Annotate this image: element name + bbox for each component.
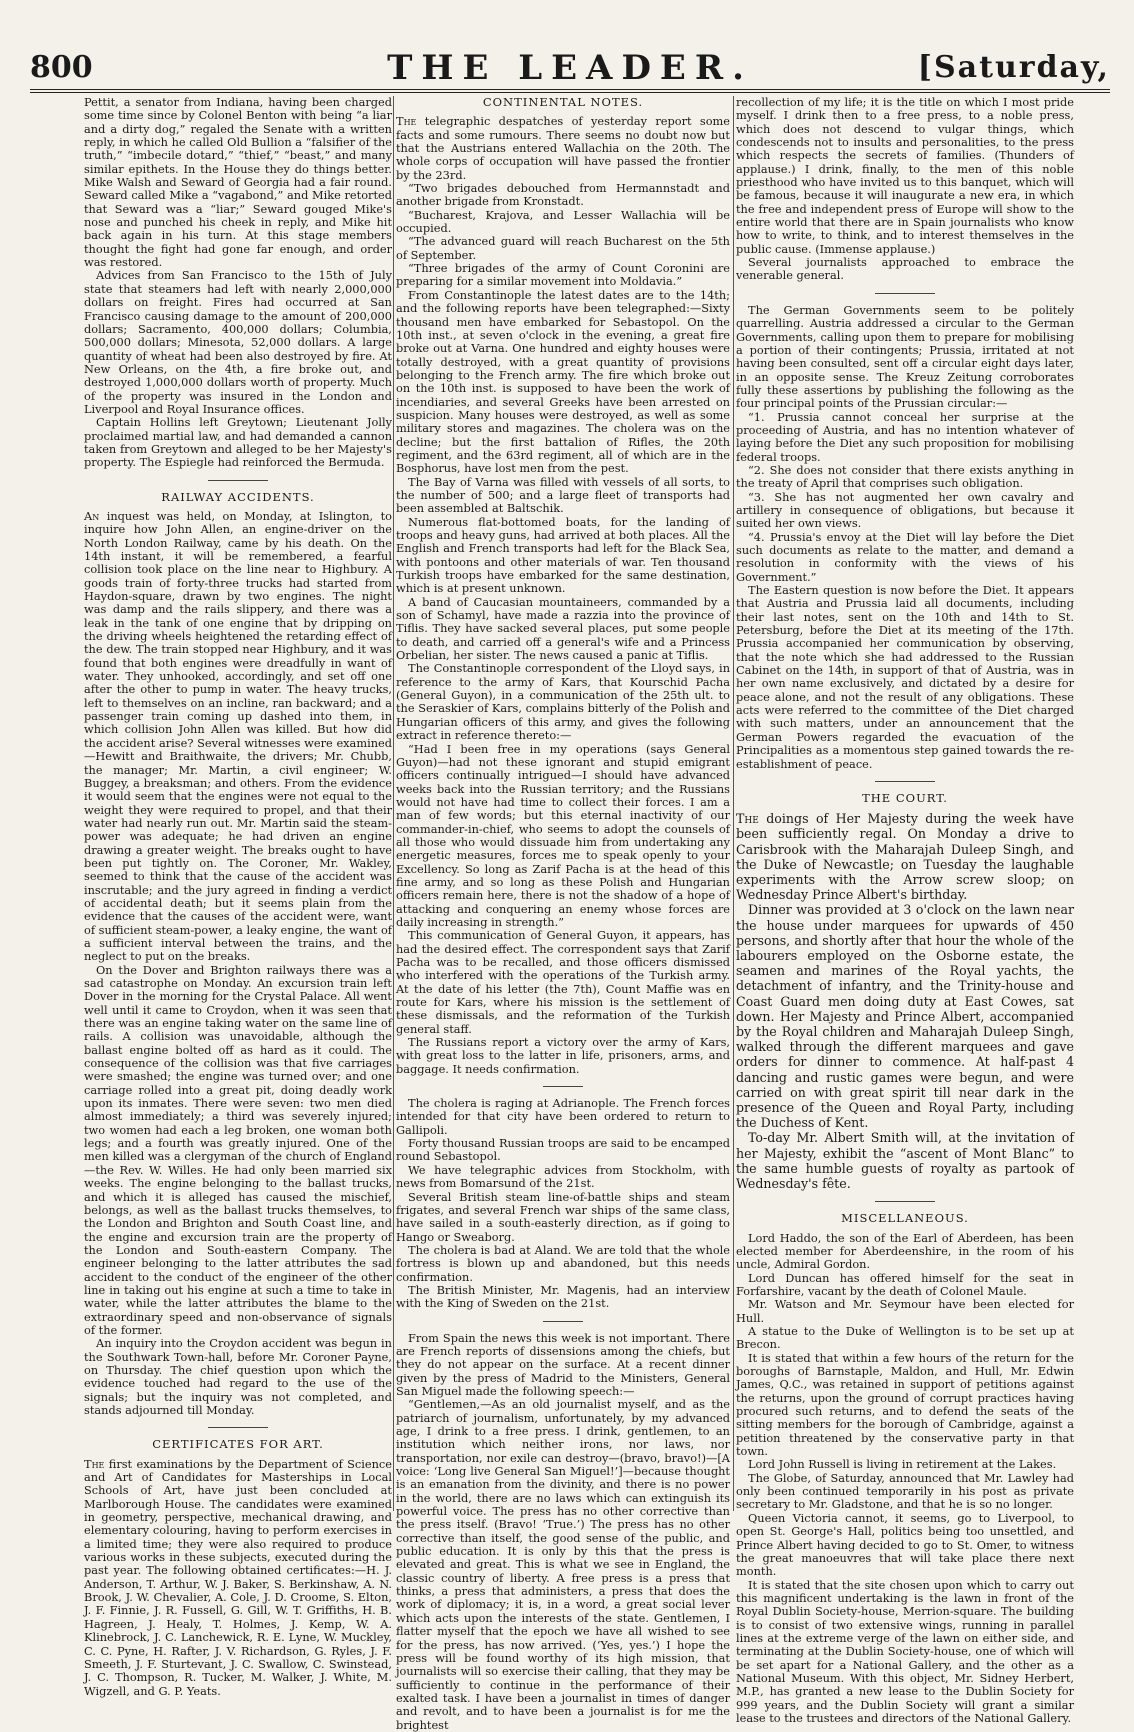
paragraph: “1. Prussia cannot conceal her surprise at the proceeding of Austria, and has no intention whatever of laying before the Diet any such proposition for mobilising federal troops. bbox=[736, 409, 1074, 464]
lead-word: The bbox=[396, 114, 417, 129]
paragraph bbox=[84, 1458, 392, 1698]
paragraph: It is stated that within a few hours of the return for the boroughs of Barnstaple, Maldon, and Hull, Mr. Edwin James, Q.C., was retained in support of petitions against the returns, upon the ground of corrupt practices having procured such returns, and to defend the seats of the sitting members for the borough of Cambridge, against a petition threatened by the conservative party in that town. bbox=[736, 1350, 1074, 1459]
paragraph: From Spain the news this week is not important. There are French reports of dissensions among the chiefs, but they do not appear on the surface. At a recent dinner given by the press of Madrid to the Ministers, General San Miguel made the following speech:— bbox=[396, 1330, 730, 1398]
paragraph: Lord John Russell is living in retirement at the Lakes. bbox=[748, 1457, 1057, 1472]
divider bbox=[543, 1086, 583, 1087]
paragraph: Advices from San Francisco to the 15th of July state that steamers had left with nearly 2,000,000 dollars on freight. Fires had occurred at San Francisco causing damage to the amount of 200,000 dollars; Sacramento, 400,000 dollars; Columbia, 500,000 dollars; Minesota, 52,000 dollars. A large quantity of wheat had been also destroyed by fire. At New Orleans, on the 4th, a fire broke out, and destroyed 1,000,000 dollars worth of property. Much of the property was insured in the London and Liverpool and Royal Insurance offices. bbox=[84, 268, 392, 416]
paragraph: Forty thousand Russian troops are said to be encamped round Sebastopol. bbox=[396, 1136, 730, 1164]
paragraph-text: telegraphic despatches of yesterday report some facts and some rumours. There seems no doubt now but that the Austrians entered Wallachia on the 20th. The whole corps of occupation will have passed the frontier by the 23rd. bbox=[396, 114, 731, 182]
column-1 bbox=[84, 95, 392, 1698]
divider bbox=[543, 1321, 583, 1322]
paragraph: “3. She has not augmented her own cavalry and artillery in consequence of obligations, but because it suited her own views. bbox=[736, 489, 1074, 531]
paragraph: Queen Victoria cannot, it seems, go to Liverpool, to open St. George's Hall, politics being too unsettled, and Prince Albert having decided to go to St. Omer, to witness the great manoeuvres that will take place there next month. bbox=[736, 1510, 1074, 1579]
paragraph: The Eastern question is now before the Diet. It appears that Austria and Prussia laid all documents, including their last notes, sent on the 10th and 14th to St. Petersburg, before the Diet at its meeting of the 17th. Prussia accompanied her communication by observing, that the note which she had addressed to the Russian Cabinet on the 14th, in support of that of Austria, was in her own name exclusively, and dictated by a desire for peace alone, and not the result of any obligations. These acts were referred to the committee of the Diet charged with such matters, under an announcement that the German Powers regarded the evacuation of the Principalities as a momentous step gained towards the re-establishment of peace. bbox=[736, 583, 1074, 771]
paragraph: “2. She does not consider that there exists anything in the treaty of April that comprises such obligation. bbox=[736, 462, 1074, 491]
paragraph: The cholera is raging at Adrianople. The French forces intended for that city have been ordered to return to Gallipoli. bbox=[396, 1096, 730, 1137]
paragraph: On the Dover and Brighton railways there was a sad catastrophe on Monday. An excursion train left Dover in the morning for the Crystal Palace. All went well until it came to Croydon, when it was seen that there was an engine taking water on the same line of rails. A collision was unavoidable, although the ballast engine bolted off as hard as it could. The consequence of the collision was that five carriages were smashed; the engine was turned over; and one carriage rolled into a great pit, doing deadly work upon its inmates. There were seven: two men died almost immediately; a third was severely injured; two women had each a leg broken, one woman both legs; and a fourth was greatly injured. One of the men killed was a clergyman of the church of England—the Rev. W. Willes. He had only been married six weeks. The engine belonging to the ballast trucks, and which it is alleged has caused the mischief, belongs, as well as the ballast trucks themselves, to the London and Brighton and South Coast line, and the engine and excursion train are the property of the London and South-eastern Company. The engineer belonging to the latter attributes the sad accident to the conduct of the engineer of the other line in taking out his engine at such a time to take in water, while the latter attributes the blame to the extraordinary speed and non-observance of signals of the former. bbox=[84, 962, 392, 1337]
paragraph bbox=[396, 115, 730, 182]
paragraph-text: first examinations by the Department of Science and Art of Candidates for Masterships in Local Schools of Art, have just been concluded at Marlborough House. The candidates were examined in geometry, perspective, mechanical drawing, and elementary colouring, having to perform exercises in a limited time; they were also required to produce various works in these subjects, executed during the past year. The following obtained certificates:—H. J. Anderson, T. Arthur, W. J. Baker, S. Berkinshaw, A. N. Brook, J. W. Chevalier, A. Cole, J. D. Croome, S. Elton, J. F. Finnie, J. R. Fussell, G. Gill, W. T. Griffiths, H. B. Hagreen, J. Healy, T. Holmes, J. Kemp, W. A. Klinebrock, J. C. Lanchewick, R. E. Lyne, W. Muckley, C. C. Pyne, H. Rafter, J. V. Richardson, G. Ryles, J. F. Smeeth, J. F. Sturtevant, J. C. Swallow, C. Swinstead, J. C. Thompson, R. Tucker, M. Walker, J. White, M. Wigzell, and G. P. Yeats. bbox=[84, 1456, 392, 1698]
paragraph: Several British steam line-of-battle ships and steam frigates, and several French war ships of the same class, have sailed in a south-easterly direction, as if going to Hango or Sweaborg. bbox=[396, 1189, 730, 1244]
paragraph-text: doings of Her Majesty during the week have been sufficiently regal. On Monday a drive to Carisbrook with the Maharajah Duleep Singh, and the Duke of Newcastle; on Tuesday the laughable experiments with the Arrow screw sloop; on Wednesday Prince Albert's birthday. bbox=[736, 811, 1074, 903]
paragraph: “Three brigades of the army of Count Coronini are preparing for a similar movement into Moldavia.” bbox=[396, 261, 730, 289]
column-divider bbox=[393, 96, 394, 1511]
paragraph: Mr. Watson and Mr. Seymour have been elected for Hull. bbox=[736, 1297, 1074, 1325]
lead-word: The bbox=[84, 1456, 105, 1471]
paragraph: The Constantinople correspondent of the Lloyd says, in reference to the army of Kars, that Kourschid Pacha (General Guyon), in a communication of the 25th ult. to the Seraskier of Kars, complains bitterly of the Polish and Hungarian officers of this army, and gives the following extract in reference thereto:— bbox=[396, 661, 730, 743]
paragraph: “Had I been free in my operations (says General Guyon)—had not these ignorant and stupid emigrant officers continually intrigued—I should have advanced weeks back into the Russian territory; and the Russians would not have had time to collect their forces. I am a man of few words; but this eternal inactivity of our commander-in-chief, who seems to adopt the counsels of all those who would dissuade him from undertaking any energetic measures, forces me to speak openly to your Excellency. So long as Zarif Pacha is at the head of this fine army, and so long as these Polish and Hungarian officers remain here, there is not the shadow of a hope of attacking and conquering an enemy whose forces are daily increasing in strength.” bbox=[396, 741, 730, 929]
paragraph: “Gentlemen,—As an old journalist myself, and as the patriarch of journalism, unfortunately, by my advanced age, I drink to a free press. I drink, gentlemen, to an institution which neither irons, nor laws, nor transportation, nor exile can destroy—(bravo, bravo!)—[A voice: ‘Long live General San Miguel!’]—because thought is an emanation from the divinity, and there is no power in the world, there are no laws which can extinguish its powerful voice. The press has no other corrective than the press itself. (Bravo! ‘True.’) The press has no other corrective than itself, the good sense of the public, and public education. It is only by this that the press is elevated and great. This is what we see in England, the classic country of liberty. A free press is a press that thinks, a press that administers, a press that does the work of diplomacy; it is, in a word, a great social lever which acts upon the interests of the state. Gentlemen, I flatter myself that the epoch we have all wished to see for the press, has now arrived. (‘Yes, yes.’) I hope the press will be found worthy of its high mission, that journalists will so exercise their calling, that they may be sufficiently to continue in the performance of their exalted task. I have been a journalist in times of danger and revolt, and to have been a journalist is for me the brightest bbox=[396, 1397, 730, 1732]
lead-word: An bbox=[84, 508, 100, 523]
paragraph: Lord Haddo, the son of the Earl of Aberdeen, has been elected member for Aberdeenshire, in the room of his uncle, Admiral Gordon. bbox=[736, 1230, 1074, 1272]
paragraph bbox=[84, 510, 392, 964]
divider bbox=[875, 293, 935, 294]
paragraph: Lord Duncan has offered himself for the seat in Forfarshire, vacant by the death of Colonel Maule. bbox=[736, 1270, 1074, 1298]
paragraph: Pettit, a senator from Indiana, having been charged some time since by Colonel Benton with being “a liar and a dirty dog,” regaled the Senate with a written reply, in which he called Old Bullion a “falsifier of the truth,” “imbecile dotard,” “thief,” “beast,” and many similar epithets. In the House they do things better. Mike Walsh and Seward of Georgia had a fair round. Seward called Mike a “vagabond,” and Mike retorted that Seward was a “liar;” Seward gouged Mike's nose and punched his cheek in reply, and Mike hit back again in his turn. At this stage members thought the fight had gone far enough, and order was restored. bbox=[84, 95, 392, 270]
section-heading-railway: RAILWAY ACCIDENTS. bbox=[161, 489, 315, 504]
header-rule-2 bbox=[30, 92, 1110, 93]
paragraph: The cholera is bad at Aland. We are told that the whole fortress is blown up and abandoned, but this needs confirmation. bbox=[396, 1242, 730, 1284]
lead-word: The bbox=[736, 811, 759, 827]
paragraph: Captain Hollins left Greytown; Lieutenant Jolly proclaimed martial law, and had demanded a cannon taken from Greytown and alleged to be her Majesty's property. The Espiegle had reinforced the Bermuda. bbox=[84, 415, 392, 470]
paragraph: “Two brigades debouched from Hermannstadt and another brigade from Kronstadt. bbox=[396, 181, 730, 209]
section-heading-certificates: CERTIFICATES FOR ART. bbox=[152, 1437, 324, 1452]
paragraph: “4. Prussia's envoy at the Diet will lay before the Diet such documents as relate to the matter, and demand a resolution in conformity with the views of his Government.” bbox=[736, 529, 1074, 584]
paragraph: “The advanced guard will reach Bucharest on the 5th of September. bbox=[396, 234, 730, 262]
paragraph: recollection of my life; it is the title on which I most pride myself. I drink then to a free press, to a noble press, which does not descend to vulgar things, which condescends not to insults and personalities, to the press which respects the secrets of families. (Thunders of applause.) I drink, finally, to the men of this noble priesthood who have invited us to this banquet, which will be famous, because it will inaugurate a new era, in which the free and independent press of Europe will show to the entire world that there are in Spain journalists who know how to write, to think, and to interest themselves in the public cause. (Immense applause.) bbox=[736, 95, 1074, 256]
section-heading-continental: CONTINENTAL NOTES. bbox=[482, 95, 644, 109]
divider bbox=[208, 480, 268, 481]
page-number: 800 bbox=[30, 50, 93, 85]
paragraph: An inquiry into the Croydon accident was begun in the Southwark Town-hall, before Mr. Coroner Payne, on Thursday. The chief question upon which the evidence touched had regard to the use of the signals; but the inquiry was not completed, and stands adjourned till Monday. bbox=[84, 1336, 392, 1417]
section-heading-miscellaneous: MISCELLANEOUS. bbox=[841, 1211, 969, 1226]
column-3 bbox=[736, 95, 1074, 1725]
column-divider bbox=[733, 96, 734, 1511]
divider bbox=[208, 1427, 268, 1428]
paragraph: The Bay of Varna was filled with vessels of all sorts, to the number of 500; and a large fleet of transports had been assembled at Baltschik. bbox=[396, 474, 730, 516]
paragraph: The German Governments seem to be politely quarrelling. Austria addressed a circular to the German Governments, calling upon them to prepare for mobilising a portion of their contingents; Prussia, irritated at not having been consulted, sent off a circular eight days later, in an opposite sense. The Kreuz Zeitung corroborates fully these assertions by publishing the following as the four principal points of the Prussian circular:— bbox=[736, 302, 1074, 411]
section-heading-court: THE COURT. bbox=[862, 790, 948, 805]
masthead bbox=[30, 48, 1110, 88]
paragraph: “Bucharest, Krajova, and Lesser Wallachia will be occupied. bbox=[396, 207, 730, 236]
divider bbox=[875, 781, 935, 782]
paragraph-text: inquest was held, on Monday, at Islington, to inquire how John Allen, an engine-driver on the North London Railway, came by his death. On the 14th instant, it will be remembered, a fearful collision took place on the line near to Highbury. A goods train of forty-three trucks had started from Haydon-square, drawn by two engines. The night was damp and the rails slippery, and there was a leak in the tank of one engine that by dripping on the driving wheels heightened the retarding effect of the dew. The train stopped near Highbury, and it was found that both engines were dreadfully in want of water. They unhooked, accordingly, and set off one after the other to pump in water. The heavy trucks, left to themselves on an incline, ran backward; and a passenger train coming up dashed into them, in which collision John Allen was killed. But how did the accident arise? Several witnesses were examined—Hewitt and Braithwaite, the drivers; Mr. Chubb, the manager; Mr. Martin, a civil engineer; W. Buggey, a breaksman; and others. From the evidence it would seem that the engines were not equal to the weight they were required to propel, and that their water had nearly run out. Mr. Martin said the steam-power was adequate; he had driven an engine drawing a greater weight. The breaks ought to have been put tightly on. The Coroner, Mr. Wakley, seemed to think that the cause of the accident was inscrutable; and the jury agreed in finding a verdict of accidental death; but it seems plain from the evidence that the causes of the accident were, want of sufficient steam-power, a leaky engine, the want of a sufficient interval between the trains, and the neglect to put on the breaks. bbox=[84, 508, 392, 964]
paragraph: Dinner was provided at 3 o'clock on the lawn near the house under marquees for upwards of 450 persons, and shortly after that hour the whole of the labourers employed on the Osborne estate, the seamen and marines of the Royal yachts, the detachment of infantry, and the Trinity-house and Coast Guard men doing duty at East Cowes, sat down. Her Majesty and Prince Albert, accompanied by the Royal children and Maharajah Duleep Singh, walked through the different marquees and gave orders for dinner to commence. At half-past 4 dancing and rustic games were begun, and were carried on with great spirit till near dark in the presence of the Queen and Royal Party, including the Duchess of Kent. bbox=[736, 902, 1074, 1131]
paragraph: To-day Mr. Albert Smith will, at the invitation of her Majesty, exhibit the “ascent of Mont Blanc” to the same humble guests of royalty as partook of Wednesday's fête. bbox=[736, 1130, 1074, 1192]
paragraph: A band of Caucasian mountaineers, commanded by a son of Schamyl, have made a razzia into the province of Tiflis. They have sacked several places, put some people to death, and carried off a general's wife and a Princess Orbelian, her sister. The news caused a panic at Tiflis. bbox=[396, 594, 730, 663]
paragraph: The Russians report a victory over the army of Kars, with great loss to the latter in life, prisoners, arms, and baggage. It needs confirmation. bbox=[396, 1035, 730, 1076]
paragraph: The Globe, of Saturday, announced that Mr. Lawley had only been continued temporarily in his post as private secretary to Mr. Gladstone, and that he is so no longer. bbox=[736, 1470, 1074, 1512]
paragraph: A statue to the Duke of Wellington is to be set up at Brecon. bbox=[736, 1324, 1074, 1352]
paragraph: It is stated that the site chosen upon which to carry out this magnificent undertaking is the lawn in front of the Royal Dublin Society-house, Merrion-square. The building is to consist of two extensive wings, running in parallel lines at the extreme verge of the lawn on either side, and terminating at the Dublin Society-house, one of which will be set apart for a National Gallery, and the other as a National Museum. With this object, Mr. Sidney Herbert, M.P., has granted a new lease to the Dublin Society for 999 years, and the Dublin Society will grant a similar lease to the trustees and directors of the National Gallery. bbox=[736, 1577, 1074, 1725]
column-2 bbox=[396, 95, 731, 1732]
issue-day: [Saturday, bbox=[917, 50, 1110, 85]
paragraph: Several journalists approached to embrace the venerable general. bbox=[736, 255, 1074, 283]
paragraph: We have telegraphic advices from Stockholm, with news from Bomarsund of the 21st. bbox=[396, 1162, 730, 1191]
header-rule bbox=[30, 89, 1110, 90]
divider bbox=[875, 1201, 935, 1202]
paragraph: Numerous flat-bottomed boats, for the landing of troops and heavy guns, had arrived at both places. All the English and French transports had left for the Black Sea, with pontoons and other materials of war. Ten thousand Turkish troops have embarked for the same destination, which is at present unknown. bbox=[396, 514, 730, 596]
paragraph: The British Minister, Mr. Magenis, had an interview with the King of Sweden on the 21st. bbox=[396, 1282, 730, 1311]
paragraph bbox=[736, 811, 1074, 902]
paragraph: From Constantinople the latest dates are to the 14th; and the following reports have been telegraphed:—Sixty thousand men have embarked for Sebastopol. On the 10th inst., at seven o'clock in the evening, a great fire broke out at Varna. One hundred and eighty houses were totally destroyed, with a great quantity of provisions belonging to the French army. The fire which broke out on the 10th inst. is supposed to have been the work of incendiaries, and several Greeks have been arrested on suspicion. Many houses were destroyed, as well as some military stores and magazines. The cholera was on the decline; but the first battalion of Rifles, the 20th regiment, and the 63rd regiment, all of which are in the Bosphorus, have lost men from the pest. bbox=[396, 287, 730, 476]
newspaper-title: THE LEADER. bbox=[387, 48, 753, 88]
paragraph: This communication of General Guyon, it appears, has had the desired effect. The correspondent says that Zarif Pacha was to be recalled, and those officers dismissed who interfered with the operations of the Turkish army. At the date of his letter (the 7th), Count Maffie was en route for Kars, where his mission is the settlement of these dismissals, and the reformation of the Turkish general staff. bbox=[396, 928, 730, 1036]
